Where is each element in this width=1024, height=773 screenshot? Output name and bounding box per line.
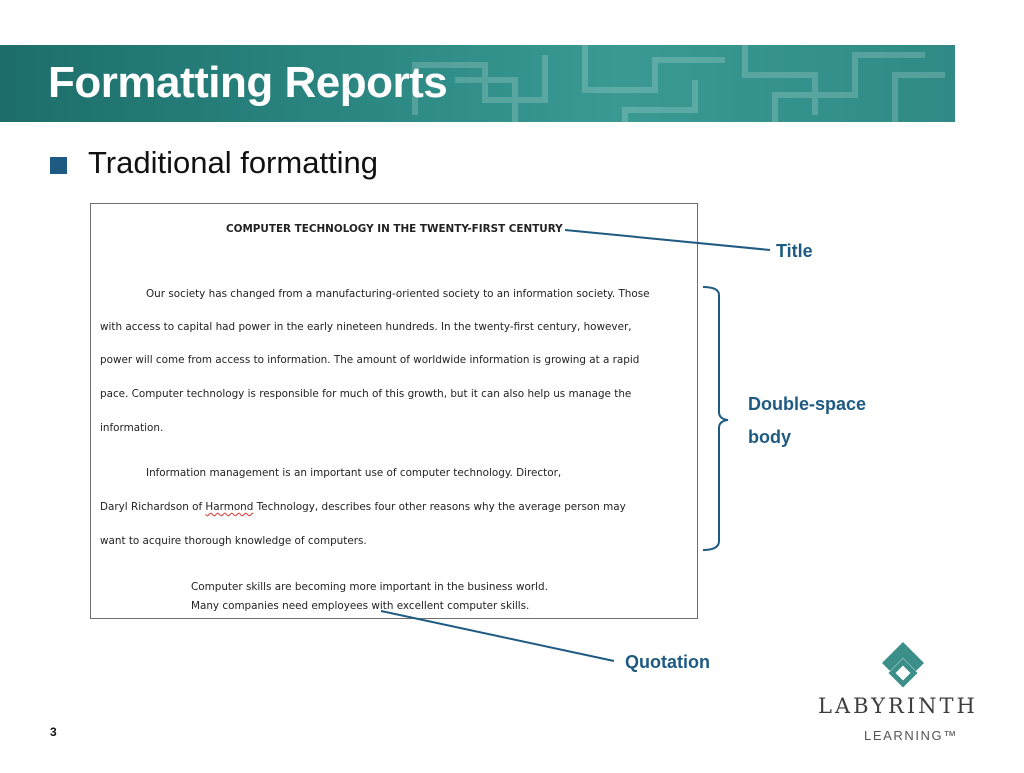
labyrinth-logo <box>812 640 1002 750</box>
body-bracket <box>703 287 728 550</box>
quotation-connector-line <box>381 611 614 661</box>
body-line: Information management is an important use of computer technology. Director, <box>146 467 562 479</box>
logo-wordmark: LABYRINTH <box>818 694 978 718</box>
bullet-text: Traditional formatting <box>88 145 379 180</box>
body-line: pace. Computer technology is responsible for much of this growth, but it can also help us manage the <box>100 388 632 400</box>
body-line: Our society has changed from a manufacturing-oriented society to an information society. Those <box>146 288 650 300</box>
body-line: with access to capital had power in the early nineteen hundreds. In the twenty-first century, however, <box>100 321 632 333</box>
body-line: want to acquire thorough knowledge of computers. <box>100 535 367 547</box>
body-line: power will come from access to information. The amount of worldwide information is growing at a rapid <box>100 354 640 366</box>
quotation-line: Computer skills are becoming more important in the business world. <box>191 581 548 593</box>
body-text: Technology, describes four other reasons why the average person may <box>253 501 626 513</box>
spellcheck-flagged-word: Harmond <box>205 501 254 513</box>
quotation-callout: Quotation <box>625 652 710 672</box>
body-text: Daryl Richardson of <box>100 501 206 513</box>
document-title: COMPUTER TECHNOLOGY IN THE TWENTY-FIRST CENTURY <box>226 223 563 235</box>
slide-title: Formatting Reports <box>48 58 448 107</box>
body-callout <box>748 388 866 454</box>
title-connector-line <box>565 230 770 250</box>
title-callout: Title <box>776 241 813 261</box>
body-callout-line: Double-space <box>748 394 867 414</box>
logo-subtitle: LEARNING™ <box>864 728 958 743</box>
quotation-line: Many companies need employees with excellent computer skills. <box>191 600 530 612</box>
body-callout-line: body <box>748 427 791 447</box>
page-number: 3 <box>50 725 57 739</box>
body-line: information. <box>100 422 164 434</box>
diamond-logo-icon <box>878 640 928 690</box>
